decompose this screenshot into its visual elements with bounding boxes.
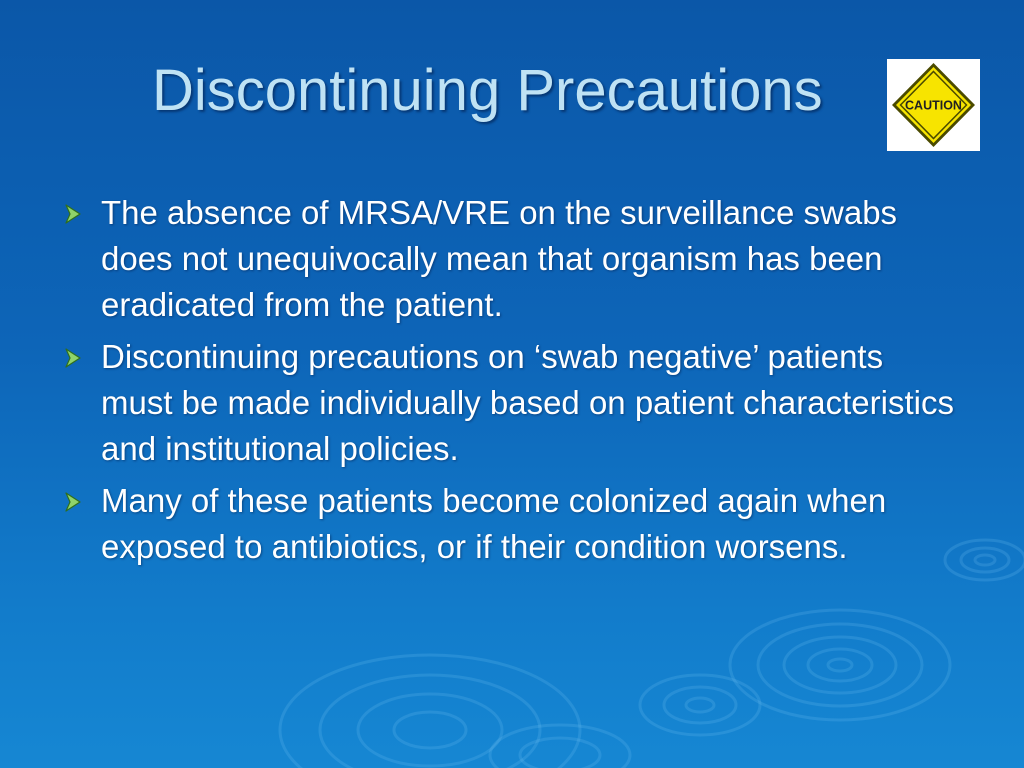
arrow-bullet-icon [64,203,82,225]
bullet-item [62,334,962,472]
bullet-item [62,478,962,570]
bullet-list [62,190,962,576]
bullet-text: Many of these patients become colonized again when exposed to antibiotics, or if their condition worsens. [101,482,887,565]
caution-sign-label: CAUTION [905,98,962,113]
bullet-text: Discontinuing precautions on ‘swab negative’ patients must be made individually based on patient characteristics and institutional policies. [101,338,954,467]
caution-sign-image [887,59,980,151]
bullet-item [62,190,962,328]
bullet-text: The absence of MRSA/VRE on the surveillance swabs does not unequivocally mean that organism has been eradicated from the patient. [101,194,898,323]
arrow-bullet-icon [64,347,82,369]
caution-sign-icon [887,59,980,151]
slide-title: Discontinuing Precautions [152,58,823,123]
arrow-bullet-icon [64,491,82,513]
